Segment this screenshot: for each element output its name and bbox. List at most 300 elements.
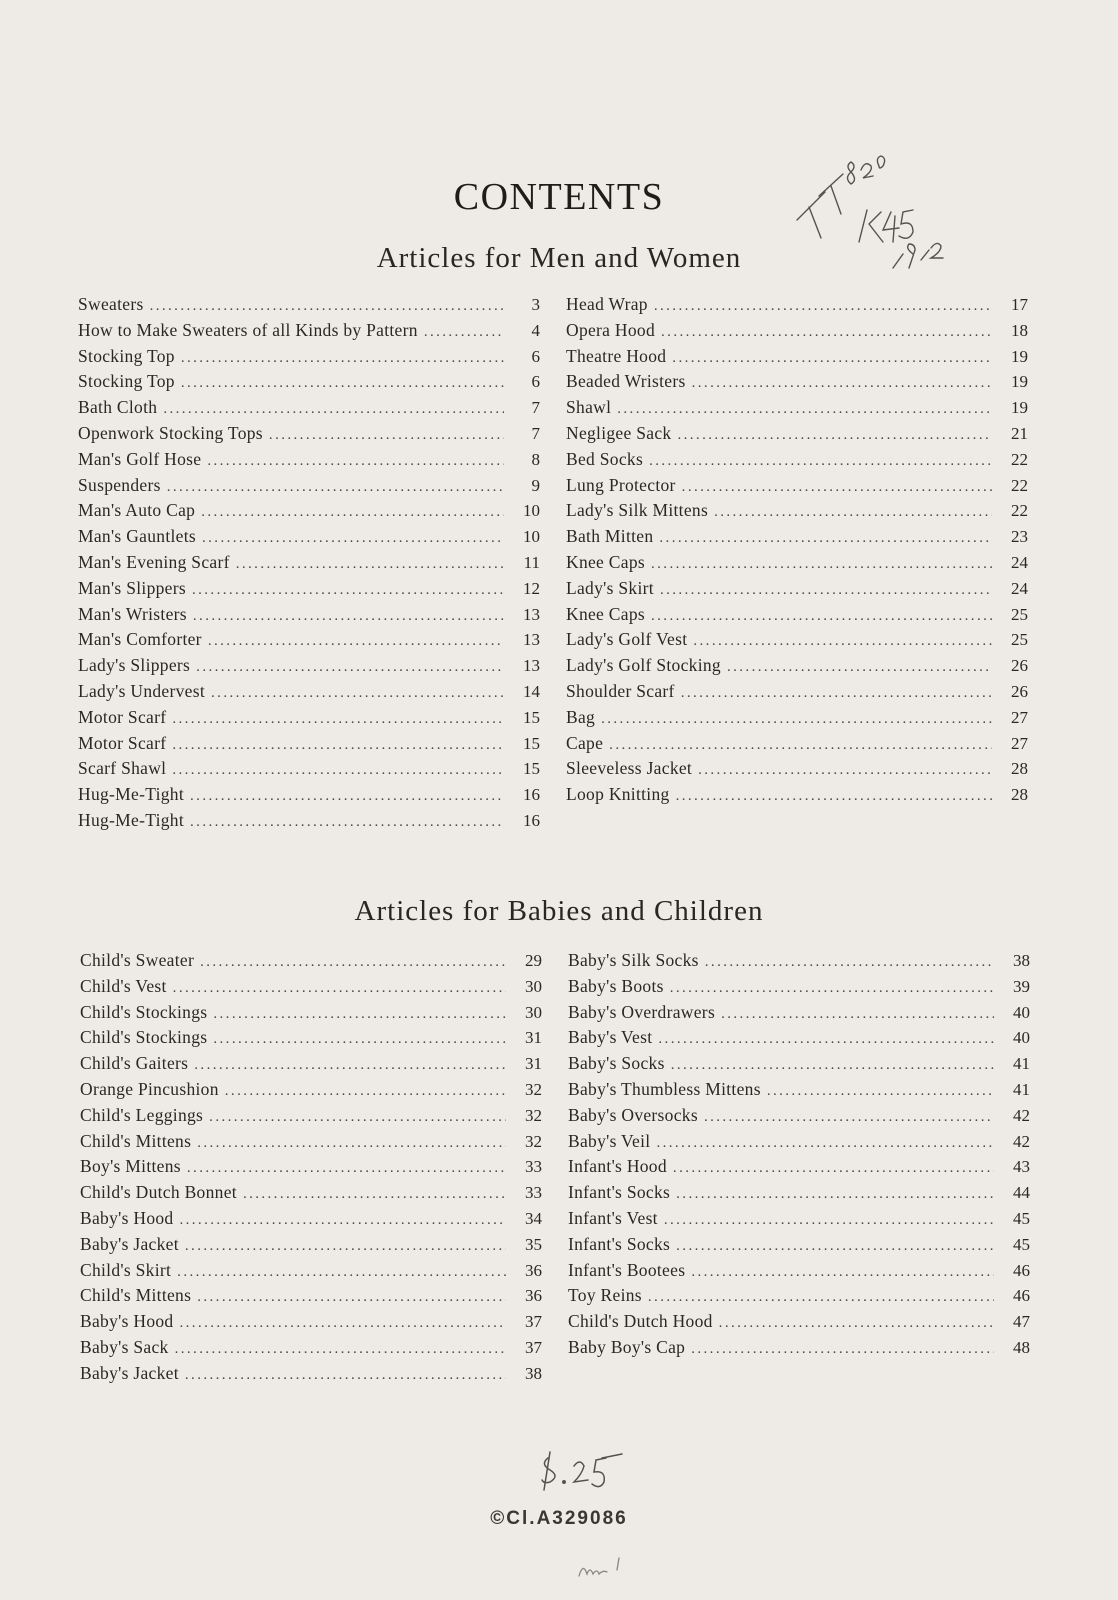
entry-title: Baby's Socks	[568, 1053, 665, 1074]
page-number: 23	[1011, 527, 1028, 547]
entry-title: Child's Stockings	[80, 1001, 208, 1022]
leader-dots	[656, 1135, 994, 1152]
page-number: 8	[531, 449, 540, 469]
leader-dots	[185, 1367, 506, 1384]
leader-dots	[193, 608, 504, 625]
toc-entry[interactable]	[80, 1053, 542, 1079]
leader-dots	[207, 453, 504, 470]
leader-dots	[671, 1057, 994, 1074]
toc-entry[interactable]	[78, 681, 540, 707]
entry-title: Child's Leggings	[80, 1104, 204, 1125]
leader-dots	[179, 1315, 506, 1332]
page-number: 35	[525, 1234, 542, 1254]
entry-title: Child's Mittens	[80, 1285, 192, 1306]
entry-title: Negligee Sack	[566, 422, 672, 443]
leader-dots	[692, 375, 992, 392]
page-number: 15	[523, 707, 540, 727]
entry-title: Child's Skirt	[80, 1259, 172, 1280]
toc-entry[interactable]	[80, 1156, 542, 1182]
entry-title: Lady's Undervest	[78, 680, 206, 701]
page-number: 17	[1011, 295, 1028, 314]
entry-title: Suspenders	[78, 474, 161, 495]
leader-dots	[213, 1031, 506, 1048]
page-number: 25	[1011, 630, 1028, 650]
toc-entry[interactable]	[566, 526, 1028, 552]
leader-dots	[691, 1341, 994, 1358]
page-number: 12	[523, 578, 540, 598]
page-number: 22	[1011, 501, 1028, 521]
leader-dots	[150, 298, 504, 315]
toc-entry[interactable]	[78, 604, 540, 630]
entry-title: Man's Golf Hose	[78, 448, 202, 469]
page-number: 37	[525, 1337, 542, 1357]
leader-dots	[767, 1083, 994, 1100]
leader-dots	[175, 1341, 506, 1358]
leader-dots	[424, 324, 504, 341]
toc-entry[interactable]	[566, 655, 1028, 681]
leader-dots	[197, 1135, 506, 1152]
entry-title: Beaded Wristers	[566, 371, 686, 392]
entry-title: Shoulder Scarf	[566, 680, 675, 701]
page-number: 4	[531, 320, 540, 340]
toc-column-babies-children-right	[568, 950, 1030, 1363]
page-number: 47	[1013, 1312, 1030, 1332]
toc-entry[interactable]	[80, 1363, 542, 1389]
leader-dots	[617, 401, 992, 418]
page-number: 43	[1013, 1157, 1030, 1177]
leader-dots	[691, 1264, 994, 1281]
toc-entry[interactable]	[78, 733, 540, 759]
leader-dots	[236, 556, 504, 573]
entry-title: Bed Socks	[566, 448, 644, 469]
entry-title: Infant's Socks	[568, 1182, 671, 1203]
entry-title: Man's Slippers	[78, 577, 186, 598]
leader-dots	[201, 504, 504, 521]
leader-dots	[200, 954, 506, 971]
page-number: 16	[523, 810, 540, 830]
page-number: 15	[523, 733, 540, 753]
toc-entry[interactable]	[566, 707, 1028, 733]
entry-title: Lady's Skirt	[566, 577, 654, 598]
leader-dots	[190, 814, 504, 831]
entry-title: Motor Scarf	[78, 706, 167, 727]
page-number: 6	[531, 346, 540, 366]
toc-entry[interactable]	[80, 1027, 542, 1053]
entry-title: Motor Scarf	[78, 732, 167, 753]
entry-title: Lady's Golf Vest	[566, 629, 688, 650]
page-number: 36	[525, 1286, 542, 1306]
leader-dots	[676, 788, 992, 805]
entry-title: Lady's Silk Mittens	[566, 500, 709, 521]
toc-entry[interactable]	[568, 1285, 1030, 1311]
page-number: 22	[1011, 475, 1028, 495]
page-number: 32	[525, 1105, 542, 1125]
page-number: 42	[1013, 1131, 1030, 1151]
section-title-men-women: Articles for Men and Women	[376, 242, 742, 274]
page-number: 24	[1011, 552, 1028, 572]
toc-entry[interactable]	[80, 1260, 542, 1286]
leader-dots	[190, 788, 504, 805]
page-number: 14	[523, 681, 540, 701]
page-number: 25	[1011, 604, 1028, 624]
entry-title: Baby's Hood	[80, 1207, 174, 1228]
entry-title: Infant's Socks	[568, 1233, 671, 1254]
page-number: 13	[523, 656, 540, 676]
toc-entry[interactable]	[566, 397, 1028, 423]
leader-dots	[705, 954, 994, 971]
leader-dots	[187, 1160, 506, 1177]
section-title-babies-children: Articles for Babies and Children	[354, 895, 764, 927]
page-number: 27	[1011, 707, 1028, 727]
page-number: 33	[525, 1183, 542, 1203]
entry-title: Baby Boy's Cap	[568, 1336, 686, 1357]
entry-title: Orange Pincushion	[80, 1078, 219, 1099]
toc-entry[interactable]	[78, 578, 540, 604]
toc-entry[interactable]	[78, 346, 540, 372]
entry-title: Infant's Vest	[568, 1207, 658, 1228]
leader-dots	[173, 980, 506, 997]
entry-title: Baby's Boots	[568, 975, 664, 996]
toc-entry[interactable]	[566, 733, 1028, 759]
page-number: 41	[1013, 1079, 1030, 1099]
page-number: 48	[1013, 1337, 1030, 1357]
toc-entry[interactable]	[80, 1285, 542, 1311]
leader-dots	[676, 1238, 994, 1255]
entry-title: Cape	[566, 732, 604, 753]
page-number: 27	[1011, 733, 1028, 753]
entry-title: Sleeveless Jacket	[566, 758, 693, 779]
page-number: 40	[1013, 1028, 1030, 1048]
page-number: 15	[523, 759, 540, 779]
toc-entry[interactable]	[78, 320, 540, 346]
toc-entry[interactable]	[566, 346, 1028, 372]
leader-dots	[185, 1238, 506, 1255]
toc-entry[interactable]	[566, 604, 1028, 630]
toc-entry[interactable]	[78, 475, 540, 501]
leader-dots	[727, 659, 992, 676]
page-number: 34	[525, 1208, 542, 1228]
entry-title: Man's Gauntlets	[78, 526, 196, 547]
toc-entry[interactable]	[566, 449, 1028, 475]
toc-entry[interactable]	[78, 423, 540, 449]
leader-dots	[673, 1160, 994, 1177]
page-number: 21	[1011, 423, 1028, 443]
leader-dots	[167, 479, 504, 496]
leader-dots	[661, 324, 992, 341]
leader-dots	[196, 659, 504, 676]
toc-entry[interactable]	[80, 1337, 542, 1363]
toc-entry[interactable]	[566, 578, 1028, 604]
entry-title: Opera Hood	[566, 319, 656, 340]
leader-dots	[179, 1212, 506, 1229]
entry-title: Baby's Oversocks	[568, 1104, 698, 1125]
leader-dots	[209, 1109, 506, 1126]
toc-entry[interactable]	[568, 1131, 1030, 1157]
toc-entry[interactable]	[566, 629, 1028, 655]
page-number: 18	[1011, 320, 1028, 340]
page-number: 10	[523, 501, 540, 521]
entry-title: Child's Gaiters	[80, 1053, 189, 1074]
page-number: 11	[523, 552, 540, 572]
entry-title: Infant's Hood	[568, 1156, 667, 1177]
toc-entry[interactable]	[566, 475, 1028, 501]
toc-entry[interactable]	[566, 784, 1028, 810]
toc-column-men-women-right	[566, 294, 1028, 810]
leader-dots	[648, 1289, 994, 1306]
page-number: 10	[523, 527, 540, 547]
page-number: 3	[531, 295, 540, 314]
page-number: 6	[531, 372, 540, 392]
page-number: 30	[525, 1002, 542, 1022]
page-number: 32	[525, 1131, 542, 1151]
toc-entry[interactable]	[78, 526, 540, 552]
leader-dots	[676, 1186, 994, 1203]
leader-dots	[670, 980, 994, 997]
entry-title: Child's Mittens	[80, 1130, 192, 1151]
leader-dots	[672, 350, 992, 367]
toc-entry[interactable]	[568, 976, 1030, 1002]
leader-dots	[225, 1083, 506, 1100]
leader-dots	[609, 737, 992, 754]
leader-dots	[181, 350, 504, 367]
entry-title: Baby's Silk Socks	[568, 950, 699, 970]
page-number: 19	[1011, 372, 1028, 392]
leader-dots	[651, 556, 992, 573]
entry-title: Baby's Thumbless Mittens	[568, 1078, 761, 1099]
page-number: 38	[1013, 951, 1030, 970]
page-number: 26	[1011, 656, 1028, 676]
entry-title: Child's Vest	[80, 975, 167, 996]
page-number: 24	[1011, 578, 1028, 598]
leader-dots	[601, 711, 992, 728]
page-number: 28	[1011, 785, 1028, 805]
leader-dots	[658, 1031, 994, 1048]
toc-entry[interactable]	[78, 371, 540, 397]
toc-entry[interactable]	[568, 1027, 1030, 1053]
copyright-mark: ©Cl.A329086	[490, 1508, 628, 1529]
toc-entry[interactable]	[568, 1002, 1030, 1028]
toc-entry[interactable]	[566, 423, 1028, 449]
entry-title: Baby's Jacket	[80, 1362, 179, 1383]
entry-title: Knee Caps	[566, 551, 645, 572]
toc-entry[interactable]	[566, 758, 1028, 784]
leader-dots	[192, 582, 504, 599]
entry-title: Head Wrap	[566, 294, 648, 314]
toc-entry[interactable]	[566, 320, 1028, 346]
toc-entry[interactable]	[568, 1337, 1030, 1363]
toc-entry[interactable]	[80, 1079, 542, 1105]
toc-entry[interactable]	[78, 397, 540, 423]
leader-dots	[197, 1289, 506, 1306]
toc-entry[interactable]	[80, 1105, 542, 1131]
leader-dots	[659, 530, 992, 547]
toc-entry[interactable]	[568, 1234, 1030, 1260]
page-number: 30	[525, 976, 542, 996]
entry-title: Child's Stockings	[80, 1027, 208, 1048]
toc-entry[interactable]	[568, 1156, 1030, 1182]
leader-dots	[213, 1006, 506, 1023]
leader-dots	[704, 1109, 994, 1126]
page-number: 40	[1013, 1002, 1030, 1022]
leader-dots	[163, 401, 504, 418]
entry-title: Baby's Vest	[568, 1027, 653, 1048]
page-number: 7	[531, 423, 540, 443]
leader-dots	[664, 1212, 994, 1229]
entry-title: Bath Mitten	[566, 526, 654, 547]
entry-title: Child's Dutch Bonnet	[80, 1182, 237, 1203]
leader-dots	[721, 1006, 994, 1023]
toc-entry[interactable]	[80, 1311, 542, 1337]
toc-entry[interactable]	[80, 1182, 542, 1208]
entry-title: Infant's Bootees	[568, 1259, 686, 1280]
leader-dots	[243, 1186, 506, 1203]
entry-title: Lady's Golf Stocking	[566, 655, 721, 676]
leader-dots	[181, 375, 504, 392]
entry-title: How to Make Sweaters of all Kinds by Pattern	[78, 319, 418, 340]
leader-dots	[211, 685, 504, 702]
toc-entry[interactable]	[80, 1208, 542, 1234]
entry-title: Lady's Slippers	[78, 655, 191, 676]
toc-entry[interactable]	[80, 1002, 542, 1028]
page-number: 41	[1013, 1054, 1030, 1074]
leader-dots	[177, 1264, 506, 1281]
leader-dots	[660, 582, 992, 599]
entry-title: Bath Cloth	[78, 397, 158, 418]
page-number: 19	[1011, 398, 1028, 418]
leader-dots	[719, 1315, 994, 1332]
entry-title: Baby's Overdrawers	[568, 1001, 716, 1022]
toc-entry[interactable]	[78, 655, 540, 681]
toc-column-babies-children-left	[80, 950, 542, 1389]
leader-dots	[654, 298, 992, 315]
entry-title: Boy's Mittens	[80, 1156, 181, 1177]
entry-title: Man's Auto Cap	[78, 500, 196, 521]
toc-entry[interactable]	[80, 950, 542, 976]
toc-entry[interactable]	[568, 1208, 1030, 1234]
leader-dots	[693, 633, 992, 650]
leader-dots	[202, 530, 504, 547]
entry-title: Baby's Hood	[80, 1311, 174, 1332]
page-number: 42	[1013, 1105, 1030, 1125]
page-number: 31	[525, 1028, 542, 1048]
toc-entry[interactable]	[78, 629, 540, 655]
page-number: 46	[1013, 1286, 1030, 1306]
entry-title: Stocking Top	[78, 371, 175, 392]
page-number: 22	[1011, 449, 1028, 469]
page-number: 45	[1013, 1234, 1030, 1254]
entry-title: Sweaters	[78, 294, 144, 314]
entry-title: Baby's Sack	[80, 1336, 169, 1357]
page-number: 36	[525, 1260, 542, 1280]
leader-dots	[714, 504, 992, 521]
toc-entry[interactable]	[566, 371, 1028, 397]
entry-title: Hug-Me-Tight	[78, 809, 185, 830]
leader-dots	[172, 737, 504, 754]
toc-entry[interactable]	[80, 1234, 542, 1260]
leader-dots	[194, 1057, 506, 1074]
handwritten-price	[540, 1448, 640, 1493]
toc-entry[interactable]	[568, 950, 1030, 976]
entry-title: Stocking Top	[78, 345, 175, 366]
page-number: 26	[1011, 681, 1028, 701]
handwritten-scribble	[575, 1552, 635, 1582]
entry-title: Man's Comforter	[78, 629, 202, 650]
entry-title: Theatre Hood	[566, 345, 667, 366]
page-number: 39	[1013, 976, 1030, 996]
page-number: 13	[523, 604, 540, 624]
toc-entry[interactable]	[78, 449, 540, 475]
leader-dots	[698, 762, 992, 779]
entry-title: Man's Evening Scarf	[78, 551, 230, 572]
toc-entry[interactable]	[568, 1079, 1030, 1105]
toc-entry[interactable]	[566, 552, 1028, 578]
entry-title: Child's Sweater	[80, 950, 195, 970]
toc-entry[interactable]	[78, 784, 540, 810]
page-number: 32	[525, 1079, 542, 1099]
toc-entry[interactable]	[78, 758, 540, 784]
leader-dots	[172, 711, 504, 728]
page-number: 13	[523, 630, 540, 650]
entry-title: Knee Caps	[566, 603, 645, 624]
toc-entry[interactable]	[78, 294, 540, 320]
page-number: 44	[1013, 1183, 1030, 1203]
page-number: 37	[525, 1312, 542, 1332]
toc-entry[interactable]	[566, 294, 1028, 320]
toc-entry[interactable]	[568, 1182, 1030, 1208]
page-number: 29	[525, 951, 542, 970]
entry-title: Lung Protector	[566, 474, 676, 495]
leader-dots	[649, 453, 992, 470]
toc-entry[interactable]	[568, 1311, 1030, 1337]
page-number: 7	[531, 398, 540, 418]
entry-title: Baby's Jacket	[80, 1233, 179, 1254]
entry-title: Child's Dutch Hood	[568, 1311, 713, 1332]
entry-title: Toy Reins	[568, 1285, 642, 1306]
entry-title: Bag	[566, 706, 596, 727]
page-number: 9	[531, 475, 540, 495]
toc-entry[interactable]	[78, 707, 540, 733]
page-number: 33	[525, 1157, 542, 1177]
toc-entry[interactable]	[568, 1105, 1030, 1131]
entry-title: Openwork Stocking Tops	[78, 422, 263, 443]
leader-dots	[651, 608, 992, 625]
page-number: 38	[525, 1363, 542, 1383]
toc-entry[interactable]	[78, 552, 540, 578]
toc-entry[interactable]	[80, 976, 542, 1002]
entry-title: Loop Knitting	[566, 784, 670, 805]
page-title: CONTENTS	[453, 176, 665, 218]
entry-title: Shawl	[566, 397, 612, 418]
toc-entry[interactable]	[566, 681, 1028, 707]
toc-entry[interactable]	[568, 1053, 1030, 1079]
leader-dots	[682, 479, 992, 496]
page-number: 28	[1011, 759, 1028, 779]
toc-entry[interactable]	[78, 500, 540, 526]
page-number: 19	[1011, 346, 1028, 366]
entry-title: Man's Wristers	[78, 603, 187, 624]
entry-title: Scarf Shawl	[78, 758, 167, 779]
page-number: 31	[525, 1054, 542, 1074]
entry-title: Baby's Veil	[568, 1130, 651, 1151]
leader-dots	[677, 427, 992, 444]
leader-dots	[269, 427, 504, 444]
page-number: 16	[523, 785, 540, 805]
toc-entry[interactable]	[568, 1260, 1030, 1286]
toc-entry[interactable]	[80, 1131, 542, 1157]
toc-entry[interactable]	[78, 810, 540, 836]
leader-dots	[681, 685, 992, 702]
toc-entry[interactable]	[566, 500, 1028, 526]
